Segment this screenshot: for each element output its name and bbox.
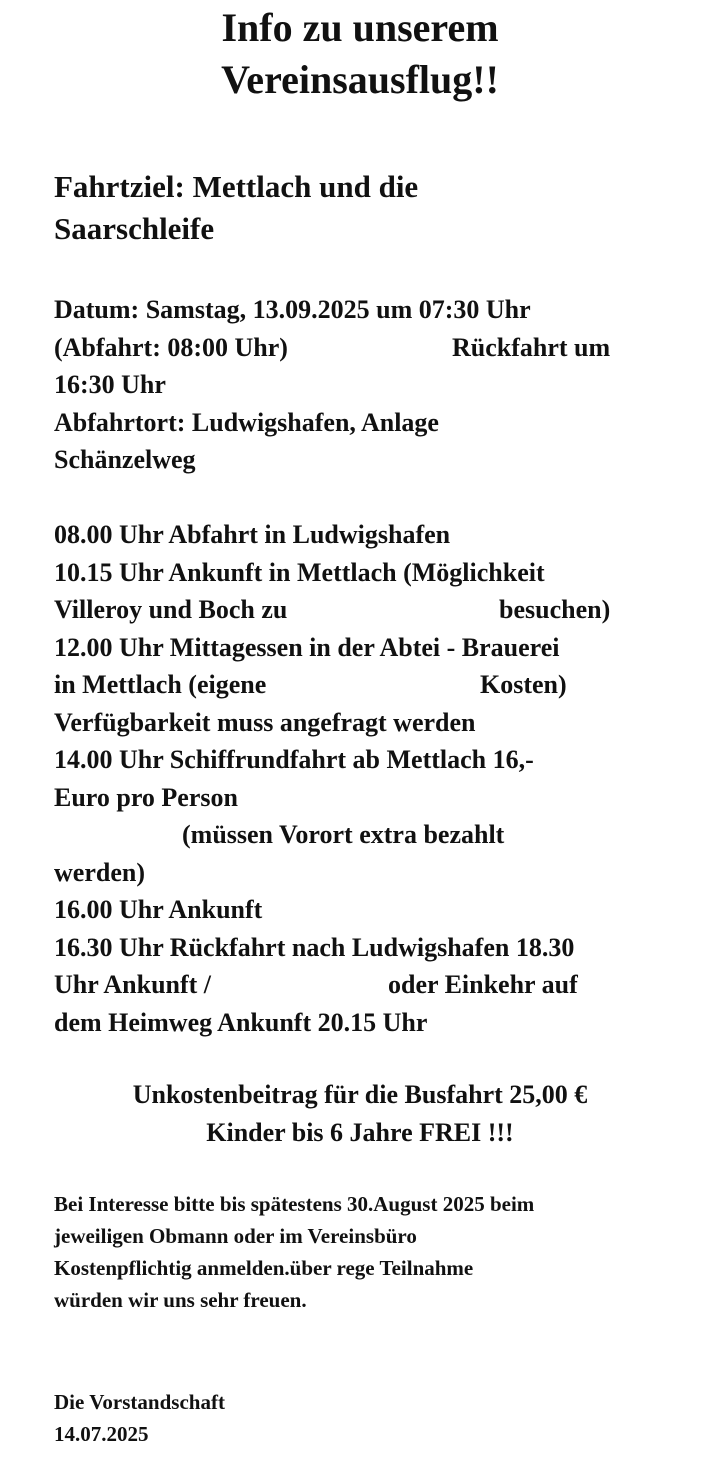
registration-line: Kostenpflichtig anmelden.über rege Teilnahme [54, 1256, 474, 1280]
schedule [54, 516, 694, 1041]
costs-block [0, 1076, 720, 1152]
schedule-line: dem Heimweg Ankunft 20.15 Uhr [54, 1007, 428, 1037]
schedule-text: oder Einkehr auf [388, 970, 578, 999]
signature-date: 14.07.2025 [54, 1422, 149, 1446]
schedule-line: 12.00 Uhr Mittagessen in der Abtei - Brauerei [54, 632, 560, 662]
departure-place-street: Schänzelweg [54, 445, 196, 474]
schedule-line [54, 966, 694, 1004]
departure-place-line: Abfahrtort: Ludwigshafen, Anlage [54, 407, 439, 437]
return-label: Rückfahrt um [452, 332, 611, 362]
bus-cost-line: Unkostenbeitrag für die Busfahrt 25,00 € [132, 1080, 588, 1109]
title-line-2: Vereinsausflug!! [221, 57, 499, 102]
schedule-line: 08.00 Uhr Abfahrt in Ludwigshafen [54, 520, 451, 549]
signature-name: Die Vorstandschaft [54, 1390, 225, 1414]
schedule-text: besuchen) [499, 595, 611, 624]
schedule-line: werden) [54, 857, 145, 887]
registration-line: würden wir uns sehr freuen. [54, 1288, 307, 1312]
title-line-1: Info zu unserem [221, 5, 499, 50]
registration-line: jeweiligen Obmann oder im Vereinsbüro [54, 1224, 417, 1248]
schedule-text: (müssen Vorort extra bezahlt [182, 820, 505, 849]
destination-line-2: Saarschleife [54, 211, 215, 246]
schedule-line: 14.00 Uhr Schiffrundfahrt ab Mettlach 16,- [54, 745, 534, 774]
schedule-line: 10.15 Uhr Ankunft in Mettlach (Möglichkeit [54, 557, 545, 587]
schedule-line: Euro pro Person [54, 782, 238, 812]
trip-details [54, 291, 694, 479]
registration-line: Bei Interesse bitte bis spätestens 30.August 2025 beim [54, 1192, 535, 1216]
departure-return-line [54, 329, 694, 367]
schedule-line [54, 591, 694, 629]
registration-note [54, 1188, 694, 1316]
page-title [0, 2, 720, 106]
date-line: Datum: Samstag, 13.09.2025 um 07:30 Uhr [54, 295, 531, 324]
schedule-line: Verfügbarkeit muss angefragt werden [54, 707, 476, 737]
schedule-line [54, 666, 694, 704]
schedule-text: in Mettlach (eigene [54, 670, 267, 699]
schedule-line [54, 816, 694, 854]
destination-line-1: Fahrtziel: Mettlach und die [54, 169, 419, 204]
return-time: 16:30 Uhr [54, 370, 166, 399]
schedule-text: Kosten) [480, 670, 567, 699]
destination-heading [54, 166, 674, 250]
schedule-text: Uhr Ankunft / [54, 970, 212, 999]
schedule-text: Villeroy und Boch zu [54, 595, 288, 624]
signature-block [54, 1386, 225, 1450]
departure-time: (Abfahrt: 08:00 Uhr) [54, 332, 288, 362]
schedule-line: 16.00 Uhr Ankunft [54, 895, 263, 924]
children-free-line: Kinder bis 6 Jahre FREI !!! [206, 1118, 514, 1147]
schedule-line: 16.30 Uhr Rückfahrt nach Ludwigshafen 18.30 [54, 932, 575, 962]
